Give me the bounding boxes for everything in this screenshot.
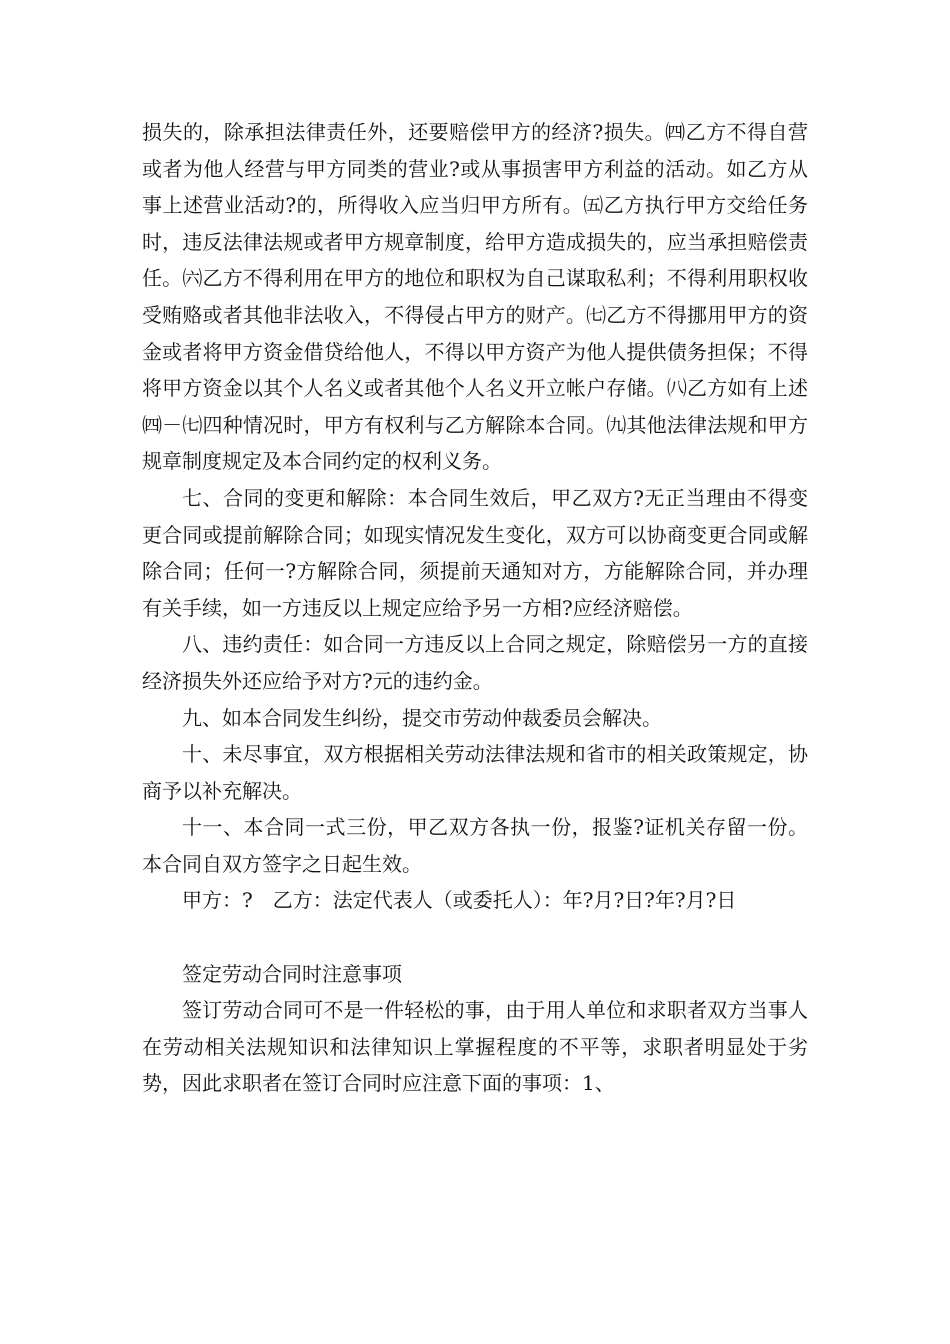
paragraph-clause-8: 八、违约责任：如合同一方违反以上合同之规定，除赔偿另一方的直接经济损失外还应给予对方?元的违约金。 xyxy=(142,632,808,693)
paragraph-obligations: 损失的，除承担法律责任外，还要赔偿甲方的经济?损失。㈣乙方不得自营或者为他人经营与甲方同类的营业?或从事损害甲方利益的活动。如乙方从事上述营业活动?的，所得收入应当归甲方所有。㈤乙方执行甲方交给任务时，违反法律法规或者甲方规章制度，给甲方造成损失的，应当承担赔偿责任。㈥乙方不得利用在甲方的地位和职权为自己谋取私利；不得利用职权收受贿赂或者其他非法收入，不得侵占甲方的财产。㈦乙方不得挪用甲方的资金或者将甲方资金借贷给他人，不得以甲方资产为他人提供债务担保；不得将甲方资金以其个人名义或者其他个人名义开立帐户存储。㈧乙方如有上述㈣－㈦四种情况时，甲方有权利与乙方解除本合同。㈨其他法律法规和甲方规章制度规定及本合同约定的权利义务。 xyxy=(142,120,808,474)
paragraph-clause-11: 十一、本合同一式三份，甲乙双方各执一份，报鉴?证机关存留一份。本合同自双方签字之日起生效。 xyxy=(142,815,808,876)
section-title: 签定劳动合同时注意事项 xyxy=(182,961,402,986)
blank-line xyxy=(142,919,808,956)
section-paragraph: 签订劳动合同可不是一件轻松的事，由于用人单位和求职者双方当事人在劳动相关法规知识和法律知识上掌握程度的不平等，求职者明显处于劣势，因此求职者在签订合同时应注意下面的事项：1、 xyxy=(142,998,808,1096)
document-body xyxy=(142,114,808,1102)
paragraph-clause-7: 七、合同的变更和解除：本合同生效后，甲乙双方?无正当理由不得变更合同或提前解除合同；如现实情况发生变化，双方可以协商变更合同或解除合同；任何一?方解除合同，须提前天通知对方，方能解除合同，并办理有关手续，如一方违反以上规定应给予另一方相?应经济赔偿。 xyxy=(142,485,808,620)
paragraph-clause-10: 十、未尽事宜，双方根据相关劳动法律法规和省市的相关政策规定，协商予以补充解决。 xyxy=(142,742,808,803)
signature-line: 甲方：? 乙方：法定代表人（或委托人）：年?月?日?年?月?日 xyxy=(182,888,737,913)
paragraph-clause-9: 九、如本合同发生纠纷，提交市劳动仲裁委员会解决。 xyxy=(182,705,662,730)
